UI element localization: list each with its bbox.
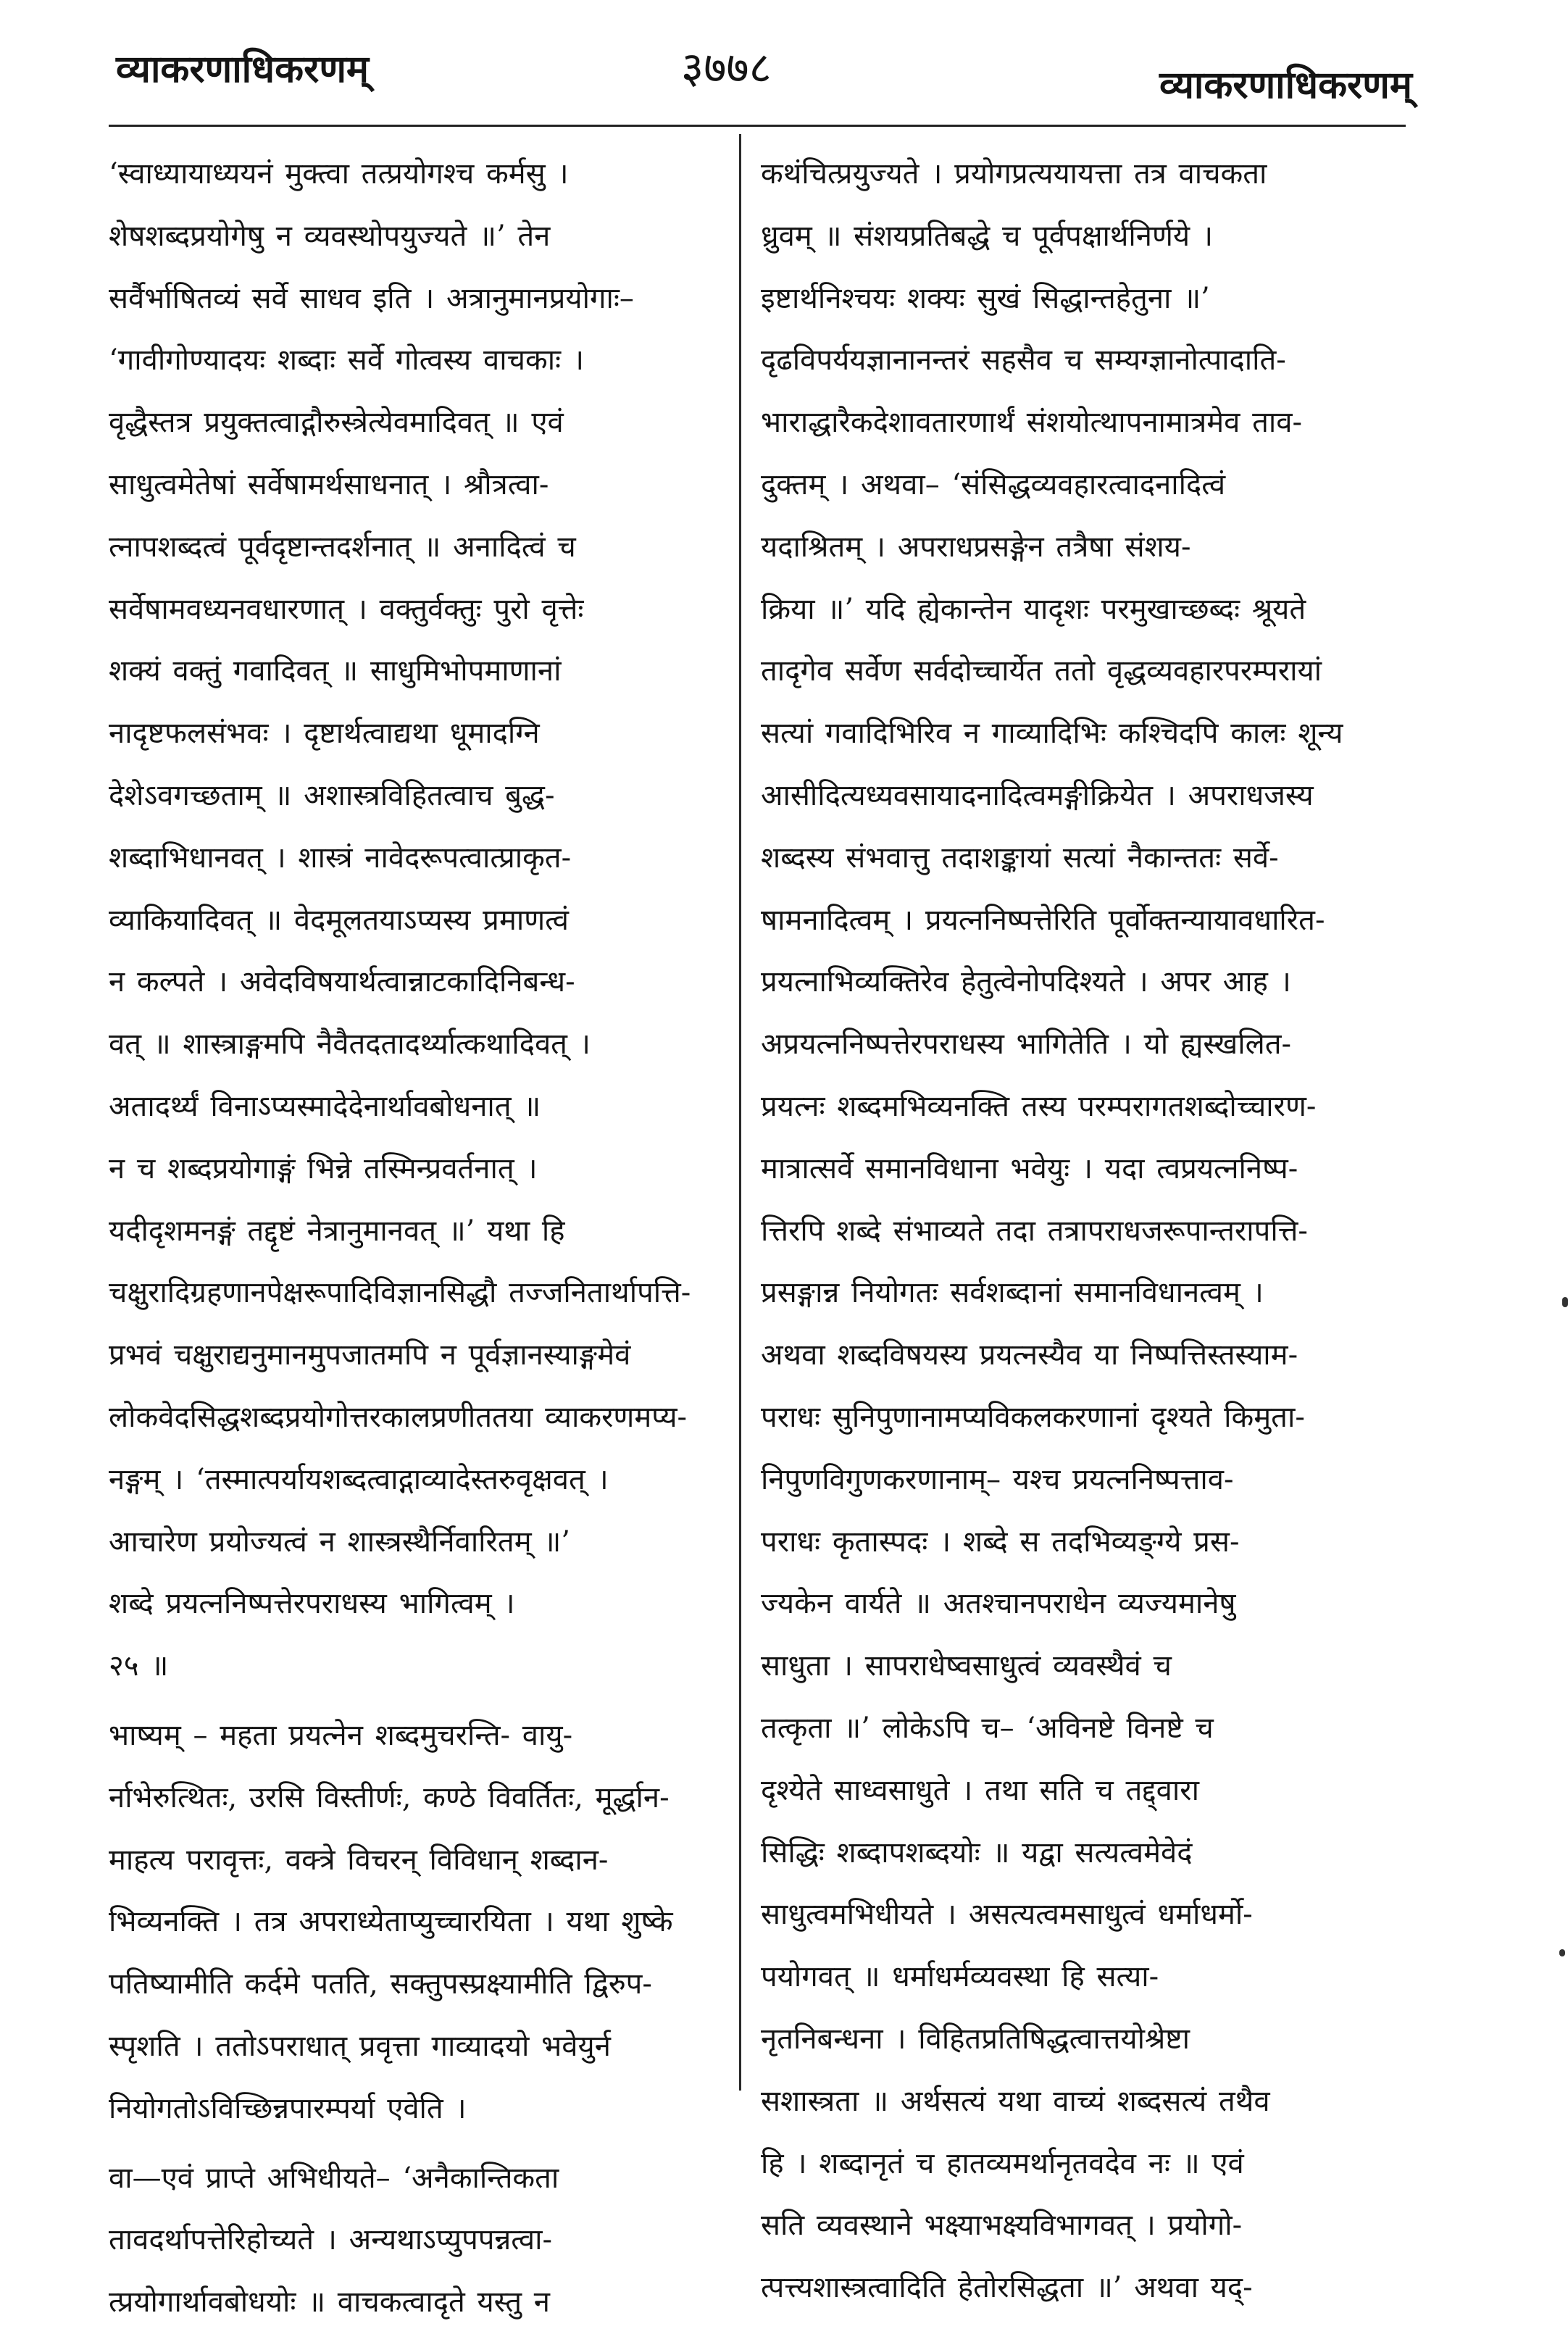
text-line: २५ ॥ bbox=[109, 1649, 169, 1683]
text-line: शब्दस्य संभवात्तु तदाशङ्कायां सत्यां नैकान्ततः सर्वे- bbox=[761, 841, 1279, 875]
text-line: ज्यकेन वार्यते ॥ अतश्चानपराधेन व्यज्यमानेषु bbox=[761, 1587, 1236, 1621]
text-line: तावदर्थापत्तेरिहोच्यते । अन्यथाऽप्युपपन्नत्वा- bbox=[109, 2223, 553, 2257]
text-line: वत् ॥ शास्त्राङ्गमपि नैवैतदतादर्थ्यात्कथादिवत् । bbox=[109, 1028, 591, 1062]
text-line: वृद्धैस्तत्र प्रयुक्तत्वाद्गौरुस्त्रेत्येवमादिवत् ॥ एवं bbox=[109, 406, 564, 440]
text-line: तादृगेव सर्वेण सर्वदोच्चार्येत ततो वृद्धव्यवहारपरम्परायां bbox=[761, 654, 1322, 688]
page-header bbox=[0, 0, 1568, 138]
text-line: षामनादित्वम् । प्रयत्ननिष्पत्तेरिति पूर्वोक्तन्यायावधारित- bbox=[761, 903, 1325, 937]
text-line: सर्वैर्भाषितव्यं सर्वे साधव इति । अत्रानुमानप्रयोगाः– bbox=[109, 281, 634, 315]
text-line: चक्षुरादिग्रहणानपेक्षरूपादिविज्ञानसिद्धौ तज्जनितार्थापत्ति- bbox=[109, 1276, 691, 1310]
text-line: शब्दे प्रयत्ननिष्पत्तेरपराधस्य भागित्वम् । bbox=[109, 1587, 515, 1621]
text-line: त्तिरपि शब्दे संभाव्यते तदा तत्रापराधजरूपान्तरापत्ति- bbox=[761, 1214, 1308, 1248]
running-head-left: व्याकरणाधिकरणम् bbox=[116, 47, 370, 91]
scan-mark bbox=[1562, 1297, 1568, 1307]
text-line: दुक्तम् । अथवा– ‘संसिद्धव्यवहारत्वादनादित्वं bbox=[761, 467, 1226, 501]
text-line: हि । शब्दानृतं च हातव्यमर्थानृतवदेव नः ॥ एवं bbox=[761, 2146, 1244, 2180]
text-line: अतादर्थ्यं विनाऽप्यस्मादेदेनार्थावबोधनात् ॥ bbox=[109, 1089, 541, 1123]
right-column bbox=[761, 143, 1409, 2320]
text-line: नियोगतोऽविच्छिन्नपारम्पर्या एवेति । bbox=[109, 2091, 467, 2125]
text-line: सत्यां गवादिभिरिव न गाव्यादिभिः कश्चिदपि कालः शून्य bbox=[761, 717, 1343, 751]
text-line: पराधः सुनिपुणानामप्यविकलकरणानां दृश्यते किमुता- bbox=[761, 1400, 1305, 1434]
text-line: प्रसङ्गान्न नियोगतः सर्वशब्दानां समानविधानत्वम् । bbox=[761, 1276, 1264, 1310]
text-line: दृश्येते साध्वसाधुते । तथा सति च तद्द्वारा bbox=[761, 1773, 1199, 1807]
text-line: नङ्गम् । ‘तस्मात्पर्यायशब्दत्वाद्गाव्यादेस्तरुवृक्षवत् । bbox=[109, 1462, 609, 1496]
text-line: अथवा शब्दविषयस्य प्रयत्नस्यैव या निष्पत्तिस्तस्याम- bbox=[761, 1338, 1298, 1372]
text-line: लोकवेदसिद्धशब्दप्रयोगोत्तरकालप्रणीततया व्याकरणमप्य- bbox=[109, 1400, 688, 1434]
text-line: आसीदित्यध्यवसायादनादित्वमङ्गीक्रियेत । अपराधजस्य bbox=[761, 778, 1314, 812]
text-line: नृतनिबन्धना । विहितप्रतिषिद्धत्वात्तयोश्रेष्टा bbox=[761, 2022, 1190, 2056]
text-line: सति व्यवस्थाने भक्ष्याभक्ष्यविभागवत् । प्रयोगो- bbox=[761, 2209, 1243, 2243]
column-divider bbox=[739, 134, 741, 2091]
text-line: पराधः कृतास्पदः । शब्दे स तदभिव्यङ्ग्ये प्रस- bbox=[761, 1525, 1240, 1559]
scan-mark bbox=[1559, 1949, 1565, 1956]
text-line: सशास्त्रता ॥ अर्थसत्यं यथा वाच्यं शब्दसत्यं तथैव bbox=[761, 2084, 1270, 2118]
text-line: भिव्यनक्ति । तत्र अपराध्येताप्युच्चारयिता । यथा शुष्के bbox=[109, 1905, 673, 1939]
text-line: कथंचित्प्रयुज्यते । प्रयोगप्रत्ययायत्ता तत्र वाचकता bbox=[761, 157, 1267, 191]
text-line: सर्वेषामवध्यनवधारणात् । वक्तुर्वक्तुः पुरो वृत्तेः bbox=[109, 592, 584, 626]
text-line: भाराद्धारैकदेशावतारणार्थं संशयोत्थापनामात्रमेव ताव- bbox=[761, 406, 1303, 440]
text-line: र्नाभेरुत्थितः, उरसि विस्तीर्णः, कण्ठे विवर्तितः, मूर्द्धान- bbox=[109, 1780, 670, 1814]
text-line: न कल्पते । अवेदविषयार्थत्वान्नाटकादिनिबन्ध- bbox=[109, 965, 575, 999]
text-line: मात्रात्सर्वे समानविधाना भवेयुः । यदा त्वप्रयत्ननिष्प- bbox=[761, 1151, 1298, 1185]
text-line: पतिष्यामीति कर्दमे पतति, सक्तुपस्प्रक्ष्यामीति द्विरुप- bbox=[109, 1967, 652, 2001]
text-line: यदाश्रितम् । अपराधप्रसङ्गेन तत्रैषा संशय- bbox=[761, 530, 1191, 564]
text-line: न च शब्दप्रयोगाङ्गं भिन्ने तस्मिन्प्रवर्तनात् । bbox=[109, 1151, 538, 1185]
text-line: तत्कृता ॥’ लोकेऽपि च– ‘अविनष्टे विनष्टे च bbox=[761, 1711, 1214, 1745]
text-line: सिद्धिः शब्दापशब्दयोः ॥ यद्वा सत्यत्वमेवेदं bbox=[761, 1835, 1193, 1870]
left-column bbox=[109, 143, 717, 2334]
text-line: साधुत्वमेतेषां सर्वेषामर्थसाधनात् । श्रौत्रत्वा- bbox=[109, 467, 549, 501]
text-line: माहत्य परावृत्तः, वक्त्रे विचरन् विविधान् शब्दान- bbox=[109, 1843, 609, 1877]
running-head-right: व्याकरणाधिकरणम् bbox=[1159, 63, 1412, 107]
text-line: शक्यं वक्तुं गवादिवत् ॥ साधुमिभोपमाणानां bbox=[109, 654, 562, 688]
text-line: अप्रयत्ननिष्पत्तेरपराधस्य भागितेति । यो ह्यस्खलित- bbox=[761, 1028, 1292, 1062]
text-line: देशेऽवगच्छताम् ॥ अशास्त्रविहितत्वाच बुद्ध- bbox=[109, 778, 555, 812]
text-line: स्पृशति । ततोऽपराधात् प्रवृत्ता गाव्यादयो भवेयुर्न bbox=[109, 2029, 611, 2063]
text-line: दृढविपर्ययज्ञानानन्तरं सहसैव च सम्यग्ज्ञानोत्पादाति- bbox=[761, 343, 1286, 378]
text-line: साधुत्वमभिधीयते । असत्यत्वमसाधुत्वं धर्माधर्मो- bbox=[761, 1898, 1253, 1932]
text-line: प्रयत्नः शब्दमभिव्यनक्ति तस्य परम्परागतशब्दोच्चारण- bbox=[761, 1089, 1317, 1123]
text-line: निपुणविगुणकरणानाम्– यश्च प्रयत्ननिष्पत्ताव- bbox=[761, 1462, 1234, 1496]
header-rule bbox=[109, 125, 1406, 127]
text-line: प्रयत्नाभिव्यक्तिरेव हेतुत्वेनोपदिश्यते । अपर आह । bbox=[761, 965, 1291, 999]
text-line: व्याकियादिवत् ॥ वेदमूलतयाऽप्यस्य प्रमाणत्वं bbox=[109, 903, 569, 937]
text-line: पयोगवत् ॥ धर्माधर्मव्यवस्था हि सत्या- bbox=[761, 1960, 1159, 1994]
text-line: यदीदृशमनङ्गं तद्दृष्टं नेत्रानुमानवत् ॥’ यथा हि bbox=[109, 1214, 565, 1248]
text-line: ‘गावीगोण्यादयः शब्दाः सर्वे गोत्वस्य वाचकाः । bbox=[109, 343, 585, 378]
text-line: ‘स्वाध्यायाध्ययनं मुक्त्वा तत्प्रयोगश्च कर्मसु । bbox=[109, 157, 569, 191]
text-line: इष्टार्थनिश्चयः शक्यः सुखं सिद्धान्तहेतुना ॥’ bbox=[761, 281, 1210, 315]
text-line: त्नापशब्दत्वं पूर्वदृष्टान्तदर्शनात् ॥ अनादित्वं च bbox=[109, 530, 576, 564]
page-number: ३७७८ bbox=[681, 43, 772, 93]
text-line: क्रिया ॥’ यदि ह्येकान्तेन यादृशः परमुखाच्छब्दः श्रूयते bbox=[761, 592, 1306, 626]
text-line: साधुता । सापराधेष्वसाधुत्वं व्यवस्थैवं च bbox=[761, 1649, 1172, 1683]
text-line: त्प्रयोगार्थावबोधयोः ॥ वाचकत्वादृते यस्तु न bbox=[109, 2285, 550, 2320]
text-line: प्रभवं चक्षुराद्यनुमानमुपजातमपि न पूर्वज्ञानस्याङ्गमेवं bbox=[109, 1338, 631, 1372]
text-line: भाष्यम् – महता प्रयत्नेन शब्दमुचरन्ति- वायु- bbox=[109, 1718, 573, 1752]
text-line: शब्दाभिधानवत् । शास्त्रं नावेदरूपत्वात्प्राकृत- bbox=[109, 841, 572, 875]
text-line: आचारेण प्रयोज्यत्वं न शास्त्रस्थैर्निवारितम् ॥’ bbox=[109, 1525, 571, 1559]
text-line: वा—एवं प्राप्ते अभिधीयते– ‘अनैकान्तिकता bbox=[109, 2161, 559, 2195]
text-line: नादृष्टफलसंभवः । दृष्टार्थत्वाद्यथा धूमादग्नि bbox=[109, 717, 540, 751]
text-line: ध्रुवम् ॥ संशयप्रतिबद्धे च पूर्वपक्षार्थनिर्णये । bbox=[761, 219, 1213, 253]
text-line: शेषशब्दप्रयोगेषु न व्यवस्थोपयुज्यते ॥’ तेन bbox=[109, 219, 551, 253]
text-line: त्पत्त्यशास्त्रत्वादिति हेतोरसिद्धता ॥’ अथवा यद्- bbox=[761, 2271, 1253, 2305]
